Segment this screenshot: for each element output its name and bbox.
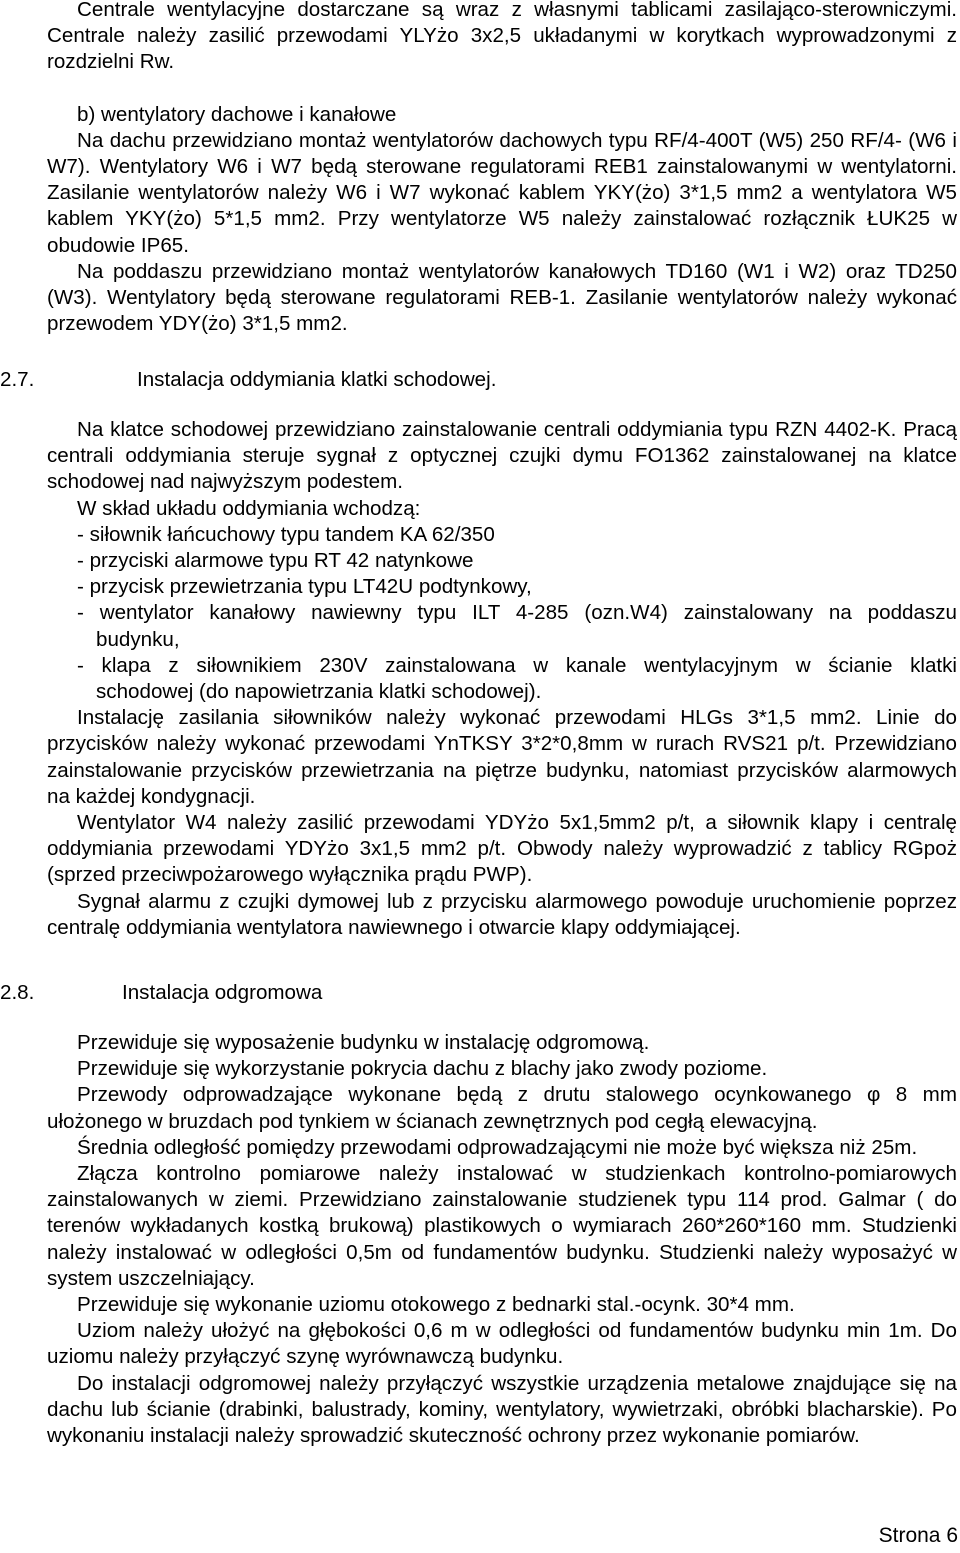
section-number: 2.8. xyxy=(0,981,35,1004)
paragraph-lp-7: Uziom należy ułożyć na głębokości 0,6 m w odległości od fundamentów budynku min 1m. Do uziomu należy przyłączyć szynę wyrównawczą budynku. xyxy=(47,1319,957,1369)
subheading-roof-fans: b) wentylatory dachowe i kanałowe xyxy=(77,102,397,126)
page-number: Strona 6 xyxy=(878,1524,958,1547)
paragraph-lp-4: Średnia odległość pomiędzy przewodami odprowadzającymi nie może być większa niż 25m. xyxy=(77,1135,918,1159)
section-number: 2.7. xyxy=(0,368,35,391)
component-list xyxy=(47,522,957,705)
section-heading-2-7 xyxy=(0,367,957,393)
section-heading-2-8 xyxy=(0,980,957,1006)
paragraph-lp-5: Złącza kontrolno pomiarowe należy instalować w studzienkach kontrolno-pomiarowych zainstalowanych w ziemi. Przewidziano zainstalowanie studzienek typu 114 prod. Galmar ( do terenów wykładanych kostką brukową) plastikowych o wymiarach 260*260*160 mm. Studzienki należy instalować w odległości 0,5m od fundamentów budynku. Studzienki należy wyposażyć w system uszczelniający. xyxy=(47,1162,957,1290)
section-smoke-extraction xyxy=(0,367,957,941)
section-title: Instalacja oddymiania klatki schodowej. xyxy=(137,368,497,391)
list-item: - siłownik łańcuchowy typu tandem KA 62/350 xyxy=(77,522,495,546)
paragraph-lp-3: Przewody odprowadzające wykonane będą z drutu stalowego ocynkowanego φ 8 mm ułożonego w bruzdach pod tynkiem w ścianach zewnętrznych pod cegłą elewacyjną. xyxy=(47,1083,957,1133)
section-lightning-protection xyxy=(0,980,957,1449)
section-ventilation-continued xyxy=(47,0,957,337)
paragraph-power-supply: Wentylator W4 należy zasilić przewodami YDYżo 5x1,5mm2 p/t, a siłownik klapy i centralę oddymiania przewodami YDYżo 3x1,5 mm2 p/t. Obwody należy wyprowadzić z tablicy RGpoż (sprzed przeciwpożarowego wyłącznika prądu PWP). xyxy=(47,811,957,887)
list-item: - wentylator kanałowy nawiewny typu ILT 4-285 (ozn.W4) zainstalowany na poddaszu budynku, xyxy=(77,601,957,651)
paragraph-lp-6: Przewiduje się wykonanie uziomu otokowego z bednarki stal.-ocynk. 30*4 mm. xyxy=(77,1293,795,1317)
section-title: Instalacja odgromowa xyxy=(122,981,323,1004)
paragraph-central-units: Centrale wentylacyjne dostarczane są wraz z własnymi tablicami zasilająco-sterowniczymi. Centrale należy zasilić przewodami YLYżo 3x2,5 układanymi w korytkach wyprowadzonymi z rozdzielni Rw. xyxy=(47,0,957,74)
list-item: - przycisk przewietrzania typu LT42U podtynkowy, xyxy=(77,575,532,599)
paragraph-alarm-signal: Sygnał alarmu z czujki dymowej lub z przycisku alarmowego powoduje uruchomienie poprzez centralę oddymiania wentylatora nawiewnego i otwarcie klapy oddymiającej. xyxy=(47,889,957,939)
paragraph-smoke-central: Na klatce schodowej przewidziano zainstalowanie centrali oddymiania typu RZN 4402-K. Pracą centrali oddymiania steruje sygnał z optycznej czujki dymu FO1362 zainstalowanej na klatce schodowej nad najwyższym podestem. xyxy=(47,418,957,494)
list-item: - klapa z siłownikiem 230V zainstalowana w kanale wentylacyjnym w ścianie klatki schodowej (do napowietrzania klatki schodowej). xyxy=(77,653,957,704)
paragraph-actuator-wiring: Instalację zasilania siłowników należy wykonać przewodami HLGs 3*1,5 mm2. Linie do przycisków należy wykonać przewodami YnTKSY 3*2*0,8mm w rurach RVS21 p/t. Przewidziano zainstalowanie przycisków przewietrzania na piętrze budynku, natomiast przycisków alarmowych na każdej kondygnacji. xyxy=(47,706,957,808)
list-item: - przyciski alarmowe typu RT 42 natynkowe xyxy=(77,549,474,573)
paragraph-lp-8: Do instalacji odgromowej należy przyłączyć wszystkie urządzenia metalowe znajdujące się na dachu lub ścianie (drabinki, balustrady, kominy, wentylatory, wywietrzaki, obróbki blacharskie). Po wykonaniu instalacji należy sprowadzić skuteczność ochrony przez wykonanie pomiarów. xyxy=(47,1371,957,1448)
list-intro: W skład układu oddymiania wchodzą: xyxy=(77,496,421,520)
paragraph-roof-fans: Na dachu przewidziano montaż wentylatorów dachowych typu RF/4-400T (W5) 250 RF/4- (W6 i W7). Wentylatory W6 i W7 będą sterowane regulatorami REB1 zainstalowanymi w wentylatorni. Zasilanie wentylatorów należy W6 i W7 wykonać kablem YKY(żo) 3*1,5 mm2 a wentylatora W5 kablem YKY(żo) 5*1,5 mm2. Przy wentylatorze W5 należy zainstalować rozłącznik ŁUK25 w obudowie IP65. xyxy=(47,128,957,257)
paragraph-lp-2: Przewiduje się wykorzystanie pokrycia dachu z blachy jako zwody poziome. xyxy=(77,1057,768,1081)
paragraph-attic-fans: Na poddaszu przewidziano montaż wentylatorów kanałowych TD160 (W1 i W2) oraz TD250 (W3). Wentylatory będą sterowane regulatorami REB-1. Zasilanie wentylatorów należy wykonać przewodem YDY(żo) 3*1,5 mm2. xyxy=(47,259,957,336)
paragraph-lp-1: Przewiduje się wyposażenie budynku w instalację odgromową. xyxy=(77,1031,650,1054)
